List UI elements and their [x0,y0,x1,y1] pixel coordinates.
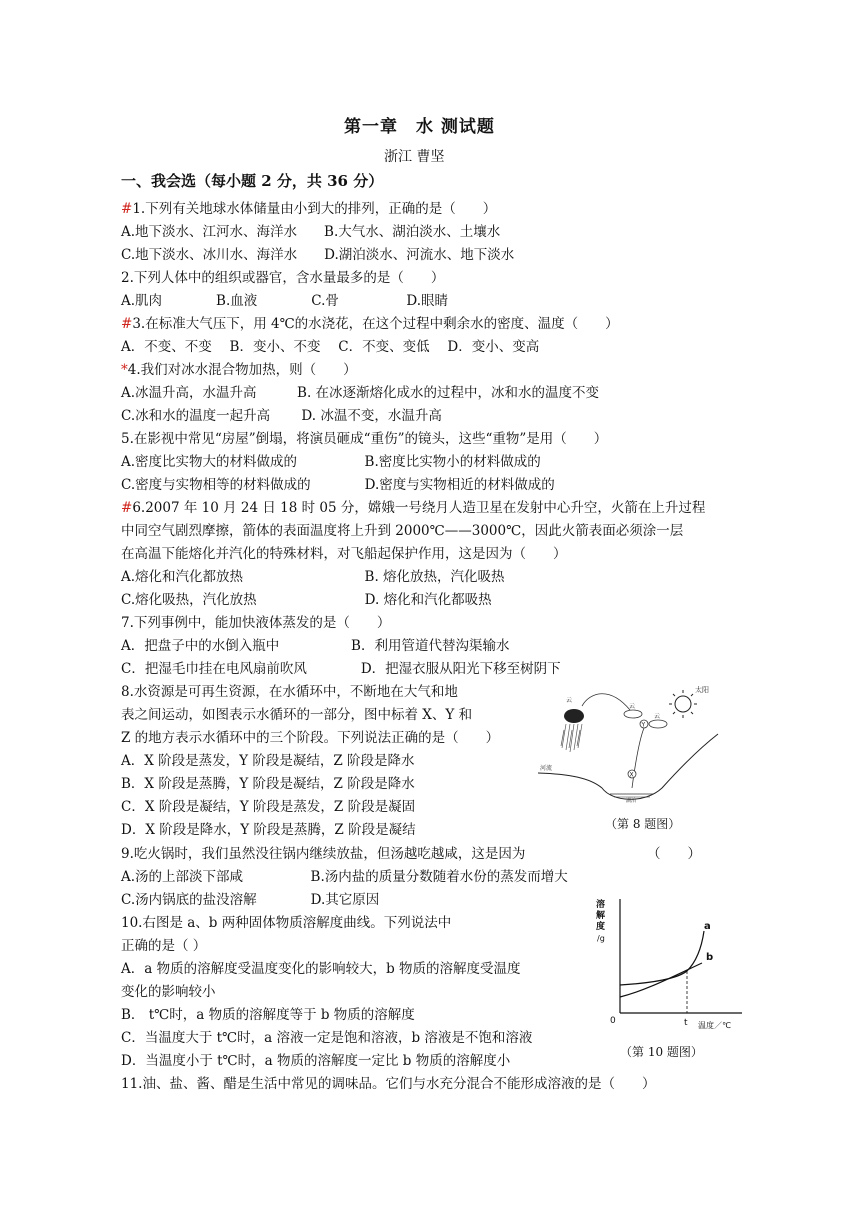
cloud-label-2: 云 [654,713,661,720]
curve-b-label: b [706,952,714,963]
question-8-line-3: Z 的地方表示水循环中的三个阶段。下列说法正确的是（ ） [121,730,500,746]
question-10-option-d: D．当温度小于 t℃时，a 物质的溶解度一定比 b 物质的溶解度小 [121,1053,511,1069]
section-heading: 一、我会选（每小题 2 分，共 36 分） [121,172,384,190]
question-10: 10.右图是 a、b 两种固体物质溶解度曲线。下列说法中 [121,915,452,931]
mark-hash: # [121,500,133,516]
question-6 [121,499,705,517]
cloud-small-label: 云 [566,697,573,704]
question-9-answer-bracket: （ ） [647,846,701,862]
x-tick-t: t [684,1018,688,1028]
question-4-options-ab: A.冰温升高，水温升高 B. 在冰逐渐熔化成水的过程中，冰和水的温度不变 [121,385,600,401]
question-8-line-2: 表之间运动，如图表示水循环的一部分，图中标着 X、Y 和 [121,707,473,723]
question-4-options-cd: C.冰和水的温度一起升高 D. 冰温不变，水温升高 [121,408,442,424]
origin-label: 0 [610,1016,616,1026]
mark-star: * [121,362,128,378]
question-6-options-ab: A.熔化和汽化都放热 B. 熔化放热，汽化吸热 [121,569,505,585]
question-9-options-ab: A.汤的上部淡下部咸 B.汤内盐的质量分数随着水份的蒸发而增大 [121,869,568,885]
question-8-option-c: C．X 阶段是凝结，Y 阶段是蒸发，Z 阶段是凝固 [121,799,416,815]
question-2: 2.下列人体中的组织或器官，含水量最多的是（ ） [121,270,445,286]
rain-cloud-icon [564,709,584,723]
question-6-line-3: 在高温下能熔化并汽化的特殊材料，对飞船起保护作用，这是因为（ ） [121,546,567,562]
curve-a-label: a [704,921,711,932]
y-axis-label: 解 [596,911,606,921]
question-2-options: A.肌肉 B.血液 C.骨 D.眼睛 [121,293,449,309]
question-7-options-ab: A．把盘子中的水倒入瓶中 B．利用管道代替沟渠输水 [121,638,510,654]
water-cycle-figure [530,678,730,813]
valley-terrain [538,734,718,799]
question-6-line-2: 中同空气剧烈摩擦，箭体的表面温度将上升到 2000℃——3000℃，因此火箭表面必须涂一层 [121,523,684,539]
question-10-option-a: A．a 物质的溶解度受温度变化的影响较大，b 物质的溶解度受温度 [121,961,521,977]
solubility-curve-figure [592,895,752,1040]
question-7: 7.下列事例中，能加快液体蒸发的是（ ） [121,615,391,631]
arrow-icon [629,728,644,788]
question-stem: 1.下列有关地球水体储量由小到大的排列，正确的是（ ） [132,201,497,217]
rain-icon [561,724,582,752]
sun-icon [669,690,697,718]
question-1-options-ab: A.地下淡水、江河水、海洋水 B.大气水、湖泊淡水、土壤水 [121,224,501,240]
y-axis-label: 度 [596,922,606,932]
page-title: 第一章 水 测试题 [344,117,495,137]
mark-hash: # [121,316,133,332]
figure-8-caption: （第 8 题图） [605,817,681,831]
question-9-options-cd: C.汤内锅底的盐没溶解 D.其它原因 [121,892,380,908]
question-1-options-cd: C.地下淡水、冰川水、海洋水 D.湖泊淡水、河流水、地下淡水 [121,247,515,263]
mark-hash: # [121,201,133,217]
author-line: 浙江 曹坚 [384,149,445,165]
question-6-options-cd: C.熔化吸热，汽化放热 D. 熔化和汽化都吸热 [121,592,492,608]
question-stem: 6.2007 年 10 月 24 日 18 时 05 分，嫦娥一号绕月人造卫星在发射中心升空，火箭在上升过程 [132,500,706,516]
x-axis-label: 温度／℃ [698,1021,731,1030]
question-9: 9.吃火锅时，我们虽然没往锅内继续放盐，但汤越吃越咸，这是因为 [121,846,526,862]
question-10-option-a-cont: 变化的影响较小 [121,984,216,1000]
question-10-option-b: B． t℃时，a 物质的溶解度等于 b 物质的溶解度 [121,1007,415,1023]
question-5-options-ab: A.密度比实物大的材料做成的 B.密度比实物小的材料做成的 [121,454,541,470]
y-axis-label: 溶 [596,900,606,910]
river-label: 河流 [540,765,553,772]
question-3 [121,315,619,333]
question-8: 8.水资源是可再生资源，在水循环中，不断地在大气和地 [121,684,458,700]
question-10-option-c: C．当温度大于 t℃时，a 溶液一定是饱和溶液，b 溶液是不饱和溶液 [121,1030,533,1046]
question-5-options-cd: C.密度与实物相等的材料做成的 D.密度与实物相近的材料做成的 [121,477,555,493]
cloud-label: 云 [629,703,636,710]
question-1 [121,200,496,218]
stage-y-label: Y [641,721,646,729]
arrow-icon [582,694,630,710]
question-stem: 3.在标准大气压下，用 4℃的水浇花，在这个过程中剩余水的密度、温度（ ） [132,316,619,332]
question-8-option-b: B．X 阶段是蒸腾，Y 阶段是凝结，Z 阶段是降水 [121,776,415,792]
lake-label: 湖泊 [626,798,637,804]
question-7-options-cd: C．把湿毛巾挂在电风扇前吹风 D．把湿衣服从阳光下移至树阴下 [121,661,561,677]
question-8-option-a: A．X 阶段是蒸发，Y 阶段是凝结，Z 阶段是降水 [121,753,415,769]
question-11: 11.油、盐、酱、醋是生活中常见的调味品。它们与水充分混合不能形成溶液的是（ ） [121,1076,656,1092]
stage-x-label: X [629,771,634,779]
question-10-line-2: 正确的是（ ） [121,938,207,954]
curve-a [620,931,704,985]
question-3-options: A．不变、不变 B．变小、不变 C．不变、变低 D．变小、变高 [121,339,540,355]
figure-10-caption: （第 10 题图） [620,1045,703,1059]
y-axis-unit: /g [597,934,605,943]
question-5: 5.在影视中常见“房屋”倒塌，将演员砸成“重伤”的镜头，这些“重物”是用（ ） [121,431,608,447]
question-stem: 4.我们对冰水混合物加热，则（ ） [127,362,357,378]
sun-label: 太阳 [695,686,709,694]
question-8-option-d: D．X 阶段是降水，Y 阶段是蒸腾，Z 阶段是凝结 [121,822,416,838]
question-4 [121,361,357,379]
